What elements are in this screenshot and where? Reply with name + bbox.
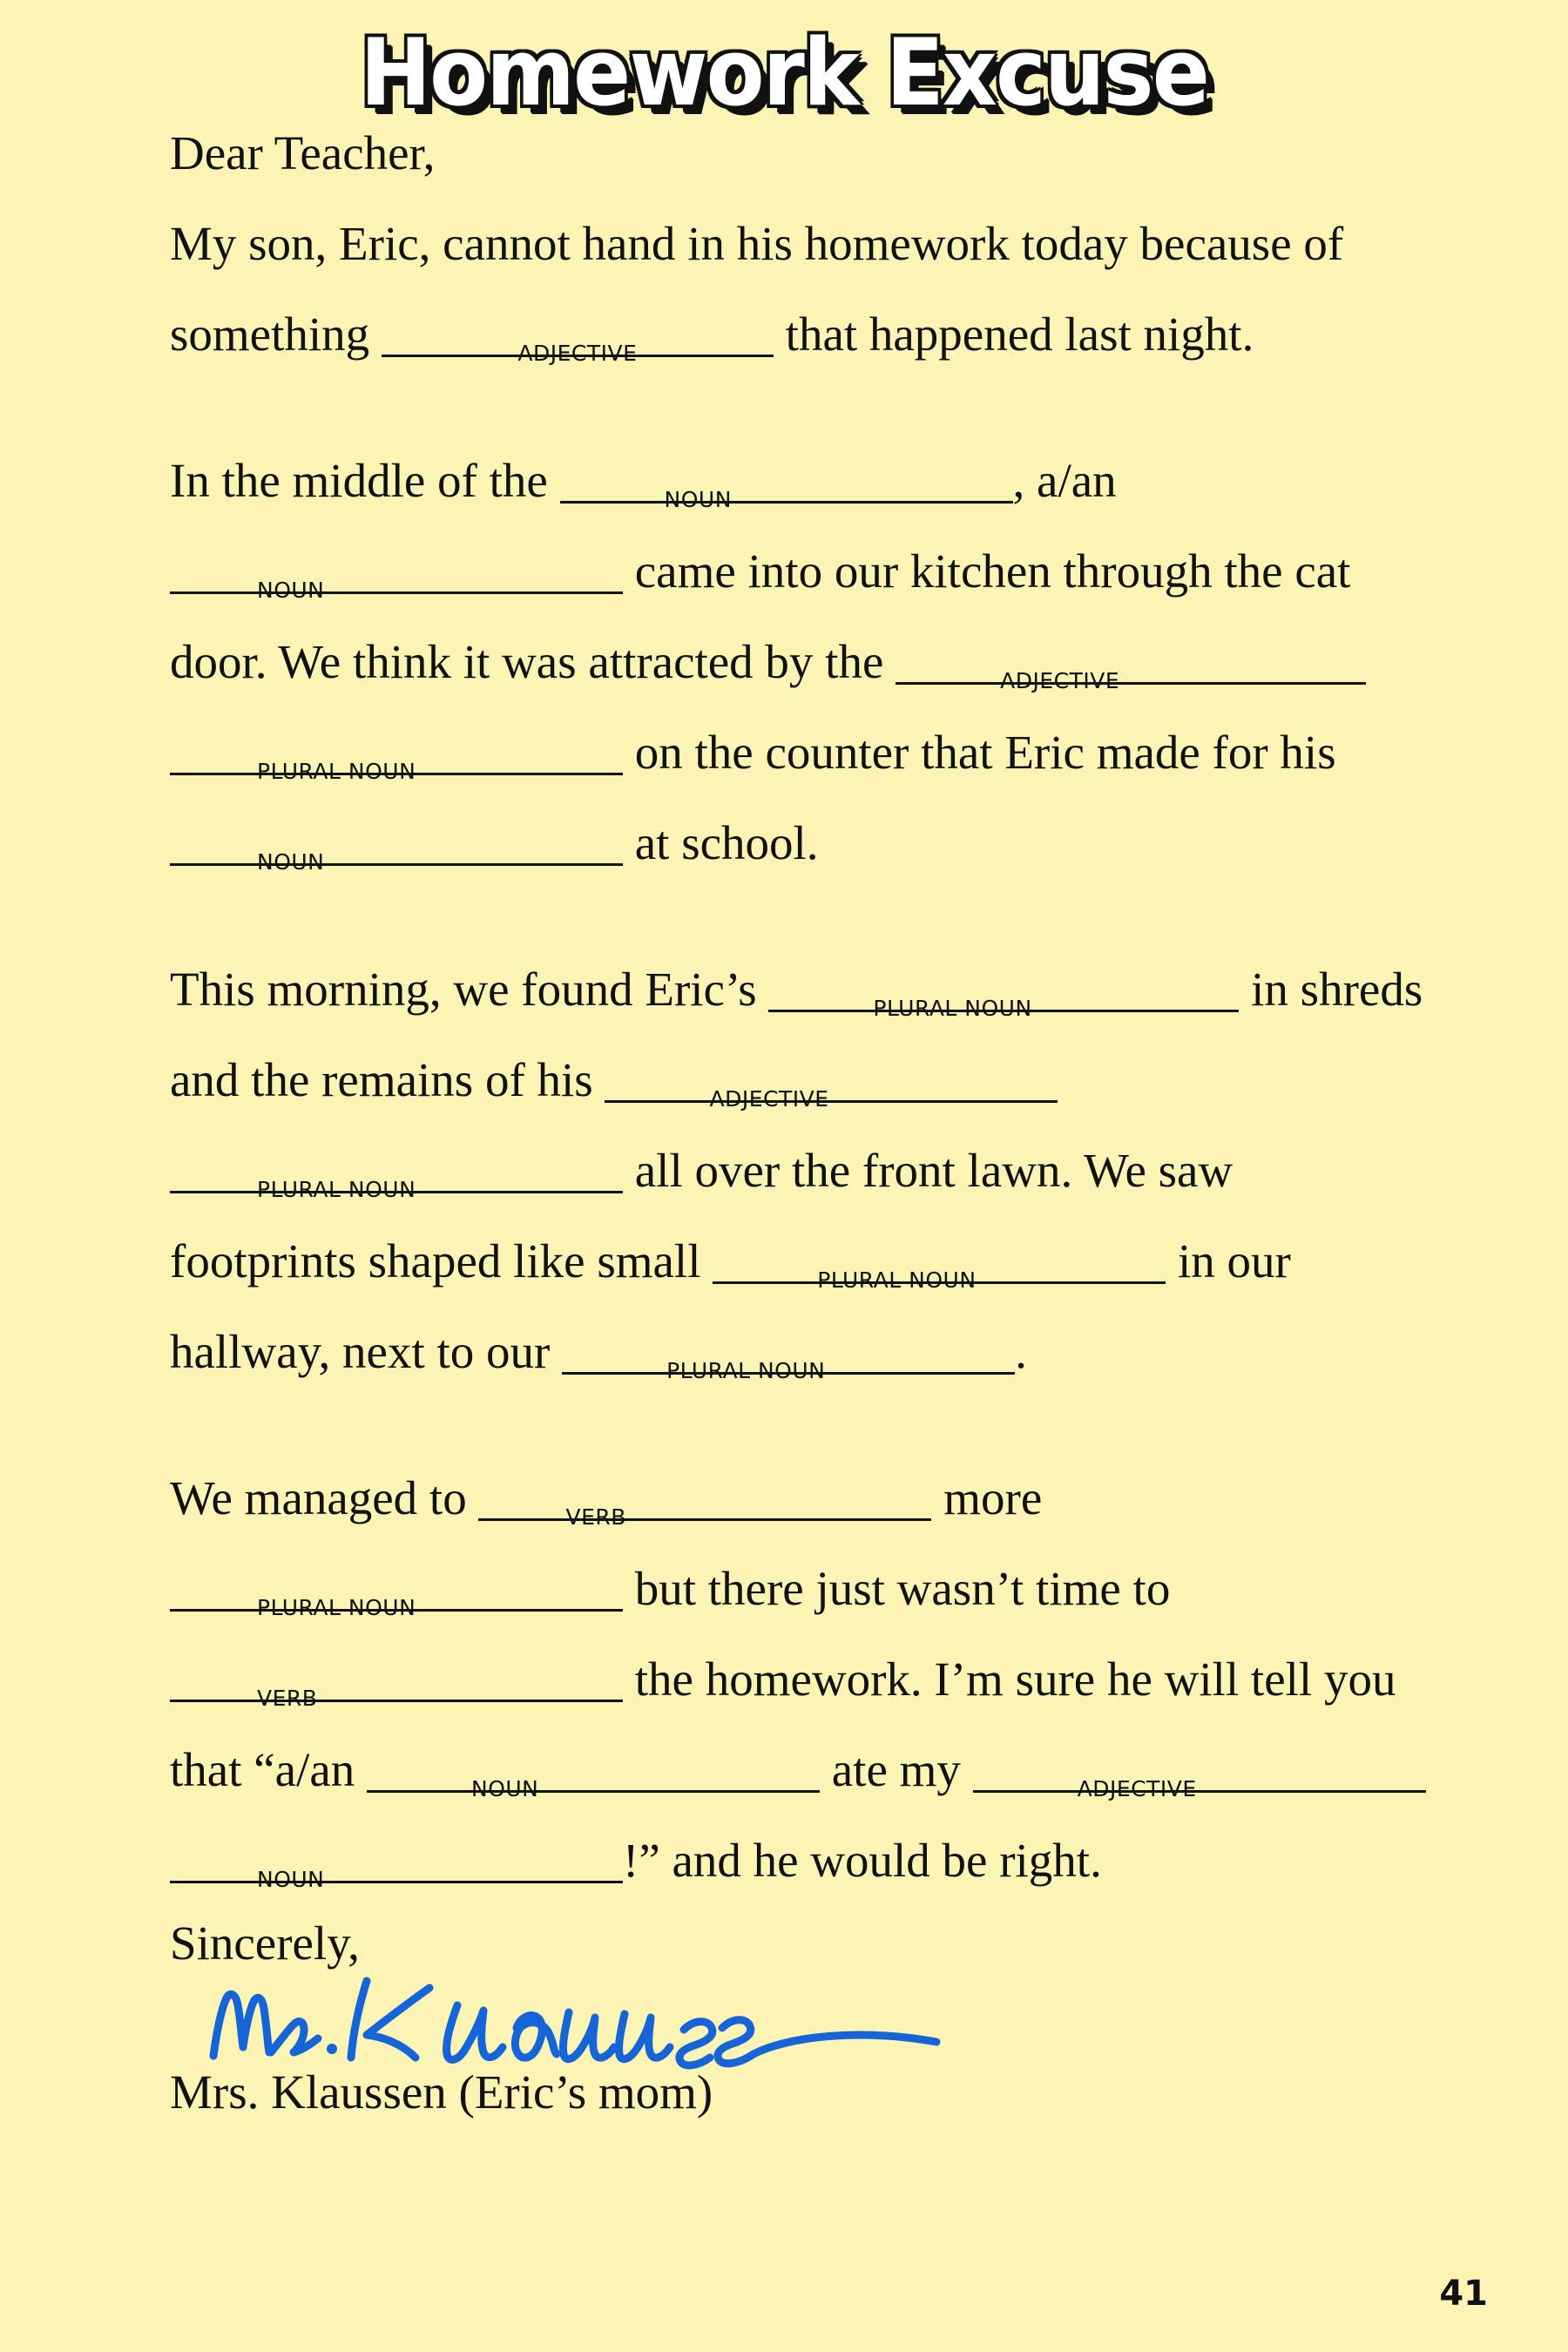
paragraph-3 [170, 963, 1472, 1416]
p3-line-3 [170, 1144, 1472, 1234]
blank-plural-noun-1[interactable] [170, 726, 623, 785]
blank-caption: NOUN [257, 578, 325, 604]
paragraph-gap-2 [170, 907, 1472, 963]
salutation: Dear Teacher, [170, 126, 436, 180]
p4-text-1: We managed to [170, 1471, 467, 1525]
paragraph-1 [170, 217, 1472, 398]
p3-text-5: footprints shaped like small [170, 1234, 701, 1288]
p2-text-6: at school. [634, 816, 819, 870]
blank-caption: ADJECTIVE [709, 1086, 829, 1112]
blank-plural-noun-4[interactable] [713, 1234, 1166, 1294]
blank-noun-3[interactable] [170, 816, 623, 875]
blank-plural-noun-3[interactable] [170, 1144, 623, 1203]
p3-line-1 [170, 963, 1472, 1053]
blank-noun-2[interactable] [170, 544, 623, 604]
p2-line-4 [170, 726, 1472, 816]
p1-line-1 [170, 217, 1472, 308]
letter-body [78, 126, 1490, 1924]
p3-line-2 [170, 1053, 1472, 1144]
page-title: Homework Excuse [360, 19, 1208, 126]
salutation-line [170, 126, 1472, 217]
p4-text-4: the homework. I’m sure he will tell you [634, 1652, 1396, 1707]
p4-line-1 [170, 1471, 1472, 1562]
p3-text-6: in our [1178, 1234, 1291, 1288]
blank-caption: PLURAL NOUN [257, 759, 416, 785]
blank-caption: PLURAL NOUN [257, 1595, 416, 1621]
p4-text-3: but there just wasn’t time to [634, 1562, 1171, 1616]
blank-caption: NOUN [471, 1776, 539, 1802]
p2-text-3: came into our kitchen through the cat [634, 544, 1351, 598]
p4-line-3 [170, 1652, 1472, 1743]
paragraph-4 [170, 1471, 1472, 1924]
p4-text-7: !” and he would be right. [623, 1834, 1102, 1888]
blank-verb-2[interactable] [170, 1652, 623, 1712]
p2-line-5 [170, 816, 1472, 907]
blank-caption: PLURAL NOUN [666, 1358, 826, 1384]
signature-image [196, 1951, 1490, 2082]
p3-text-4: all over the front lawn. We saw [634, 1144, 1233, 1198]
p4-line-2 [170, 1562, 1472, 1652]
blank-caption: PLURAL NOUN [257, 1177, 416, 1203]
blank-noun-5[interactable] [170, 1834, 623, 1893]
p3-text-8: . [1015, 1325, 1027, 1379]
p1-text-3: that happened last night. [785, 308, 1254, 362]
blank-caption: NOUN [257, 849, 325, 875]
blank-adjective-1[interactable] [382, 308, 774, 367]
blank-caption: ADJECTIVE [1000, 668, 1120, 694]
paragraph-2 [170, 454, 1472, 907]
p1-text-2: something [170, 308, 370, 362]
paragraph-gap-3 [170, 1416, 1472, 1471]
page-number: 41 [1439, 2274, 1488, 2314]
p4-text-5: that “a/an [170, 1743, 355, 1797]
p4-text-6: ate my [831, 1743, 961, 1797]
p3-text-3: and the remains of his [170, 1053, 593, 1107]
blank-adjective-2[interactable] [896, 635, 1366, 694]
blank-plural-noun-2[interactable] [768, 963, 1239, 1022]
p2-line-2 [170, 544, 1472, 635]
blank-plural-noun-6[interactable] [170, 1562, 623, 1621]
signed-name: Mrs. Klaussen (Eric’s mom) [170, 2065, 713, 2119]
blank-caption: ADJECTIVE [1077, 1776, 1197, 1802]
blank-caption: VERB [565, 1504, 626, 1531]
blank-caption: PLURAL NOUN [873, 996, 1032, 1022]
blank-caption: PLURAL NOUN [817, 1267, 977, 1294]
p2-text-2: , a/an [1012, 454, 1117, 508]
blank-verb-1[interactable] [478, 1471, 931, 1531]
p2-text-4: door. We think it was attracted by the [170, 635, 884, 689]
blank-caption: VERB [257, 1686, 318, 1712]
p3-line-4 [170, 1234, 1472, 1325]
p3-line-5 [170, 1325, 1472, 1416]
p4-line-5 [170, 1834, 1472, 1924]
p3-text-7: hallway, next to our [170, 1325, 551, 1379]
p2-text-5: on the counter that Eric made for his [634, 726, 1336, 780]
paragraph-gap-1 [170, 398, 1472, 454]
page-title-wrap [78, 0, 1490, 126]
blank-caption: NOUN [257, 1867, 325, 1893]
p1-text-1: My son, Eric, cannot hand in his homework today because of [170, 217, 1344, 271]
blank-caption: NOUN [664, 487, 732, 513]
blank-noun-4[interactable] [367, 1743, 820, 1802]
p3-text-1: This morning, we found Eric’s [170, 963, 757, 1017]
p4-line-4 [170, 1743, 1472, 1834]
p4-text-2: more [943, 1471, 1043, 1525]
p1-line-2 [170, 308, 1472, 398]
blank-adjective-3[interactable] [605, 1053, 1058, 1112]
blank-caption: ADJECTIVE [517, 341, 638, 367]
blank-plural-noun-5[interactable] [562, 1325, 1015, 1384]
p3-text-2: in shreds [1251, 963, 1423, 1017]
blank-noun-1[interactable] [560, 454, 1013, 513]
closing-text: Sincerely, [170, 1916, 360, 1970]
p2-text-1: In the middle of the [170, 454, 548, 508]
p2-line-1 [170, 454, 1472, 544]
p2-line-3 [170, 635, 1472, 726]
signature-block [78, 1916, 1490, 2119]
blank-adjective-4[interactable] [973, 1743, 1426, 1802]
